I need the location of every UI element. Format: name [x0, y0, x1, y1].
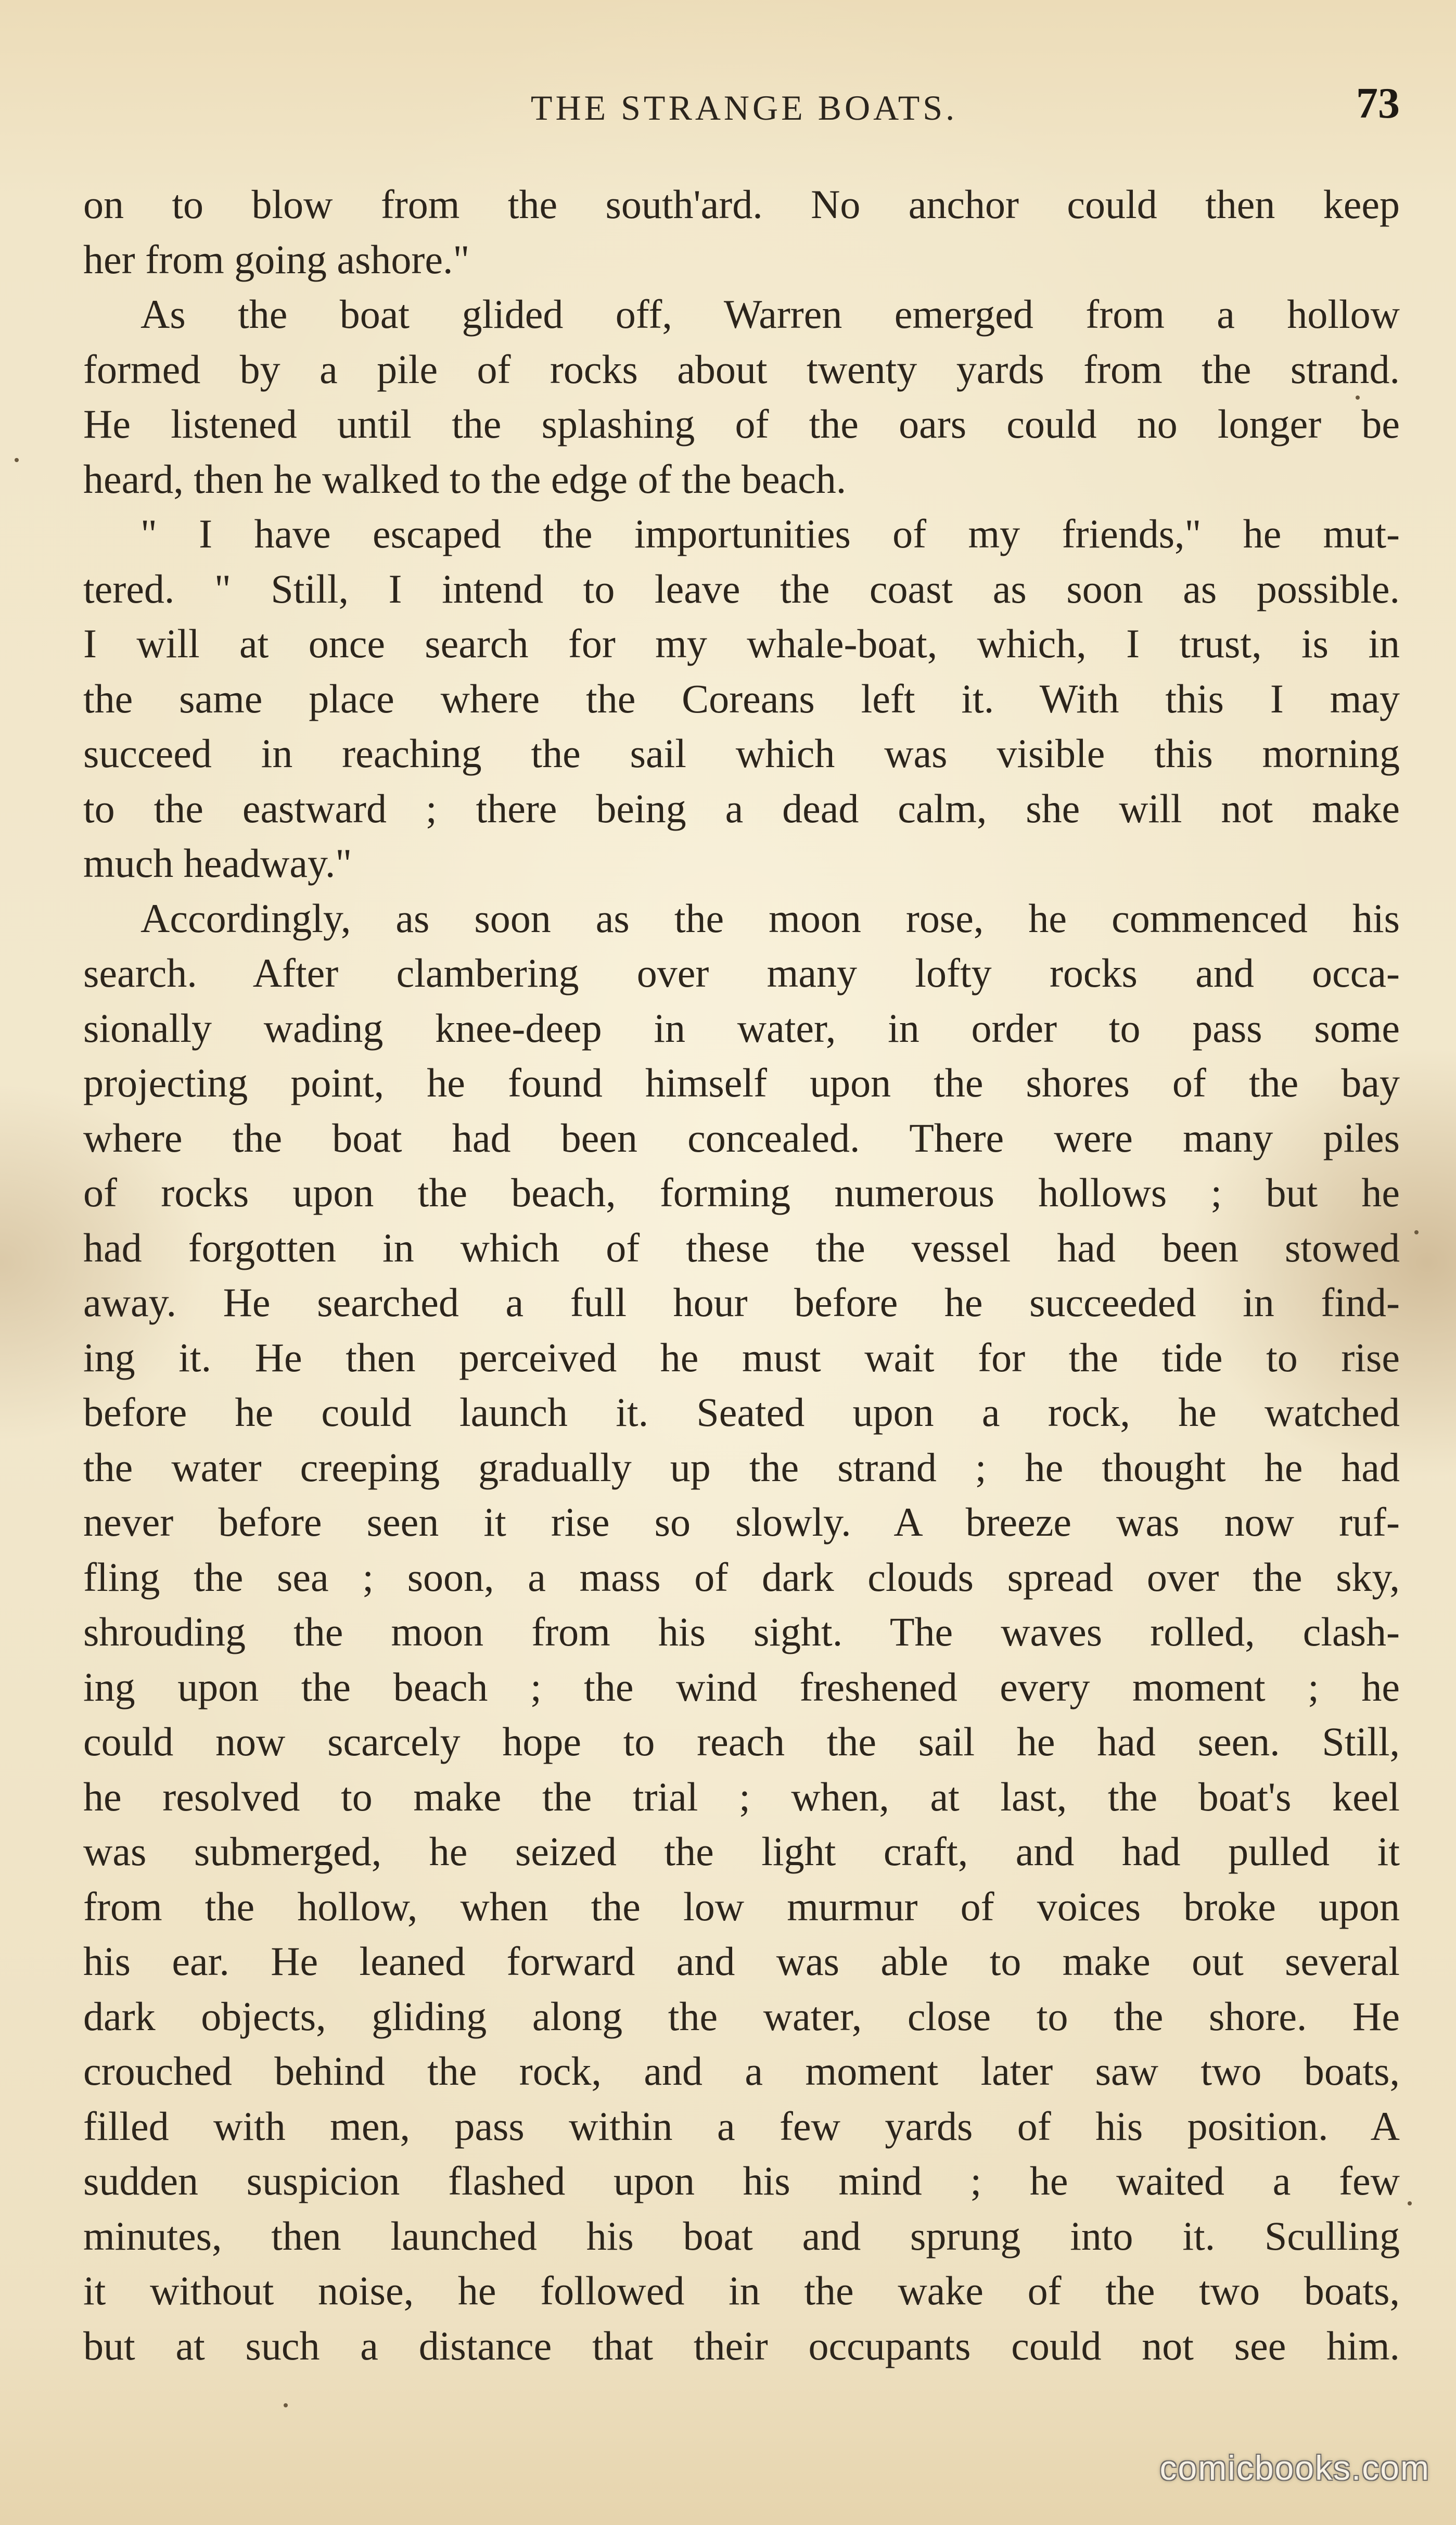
text-line: I will at once search for my whale-boat, which, I trust, is in — [83, 621, 1400, 666]
text-line: succeed in reaching the sail which was visible this morning — [83, 731, 1400, 776]
text-line: dark objects, gliding along the water, close to the shore. He — [83, 1993, 1400, 2039]
text-line: " I have escaped the importunities of my friends," he mut- — [141, 511, 1400, 556]
text-line: shrouding the moon from his sight. The waves rolled, clash- — [83, 1609, 1400, 1654]
text-line: He listened until the splashing of the oars could no longer be — [83, 401, 1400, 447]
text-line: before he could launch it. Seated upon a rock, he watched — [83, 1389, 1400, 1435]
text-line: where the boat had been concealed. There were many piles — [83, 1115, 1400, 1161]
text-line: minutes, then launched his boat and sprung into it. Sculling — [83, 2213, 1400, 2259]
text-line: but at such a distance that their occupants could not see him. — [83, 2323, 1400, 2368]
text-line: away. He searched a full hour before he succeeded in find- — [83, 1280, 1400, 1325]
text-line: it without noise, he followed in the wake of the two boats, — [83, 2268, 1400, 2313]
text-line: was submerged, he seized the light craft, and had pulled it — [83, 1829, 1400, 1874]
text-line: to the eastward ; there being a dead calm, she will not make — [83, 785, 1400, 831]
text-line: fling the sea ; soon, a mass of dark clouds spread over the sky, — [83, 1554, 1400, 1600]
text-line: formed by a pile of rocks about twenty yards from the strand. — [83, 346, 1400, 392]
text-line: projecting point, he found himself upon the shores of the bay — [83, 1060, 1400, 1105]
page-number: 73 — [1356, 79, 1400, 127]
text-line: search. After clambering over many lofty rocks and occa- — [83, 950, 1400, 996]
text-line: ing it. He then perceived he must wait for the tide to rise — [83, 1334, 1400, 1380]
text-line: the same place where the Coreans left it. With this I may — [83, 675, 1400, 721]
text-line: his ear. He leaned forward and was able to make out several — [83, 1939, 1400, 1984]
text-line: heard, then he walked to the edge of the beach. — [83, 456, 847, 502]
text-line: filled with men, pass within a few yards of his position. A — [83, 2103, 1400, 2149]
text-line: from the hollow, when the low murmur of voices broke upon — [83, 1883, 1400, 1929]
text-line: much headway." — [83, 840, 352, 886]
paper-speck — [1414, 1230, 1419, 1234]
page-header — [88, 78, 1400, 141]
paper-speck — [284, 2403, 288, 2407]
text-line: sionally wading knee-deep in water, in order to pass some — [83, 1005, 1400, 1051]
text-line: of rocks upon the beach, forming numerous hollows ; but he — [83, 1170, 1400, 1215]
text-line: her from going ashore." — [83, 236, 470, 282]
text-line: on to blow from the south'ard. No anchor could then keep — [83, 182, 1400, 227]
body-text — [83, 177, 1400, 2373]
text-line: As the boat glided off, Warren emerged from a hollow — [141, 291, 1400, 337]
text-line: tered. " Still, I intend to leave the coast as soon as possible. — [83, 566, 1400, 611]
text-line: Accordingly, as soon as the moon rose, he commenced his — [141, 895, 1400, 941]
text-line: he resolved to make the trial ; when, at last, the boat's keel — [83, 1774, 1400, 1819]
text-line: had forgotten in which of these the vessel had been stowed — [83, 1225, 1400, 1270]
text-line: the water creeping gradually up the strand ; he thought he had — [83, 1444, 1400, 1490]
text-line: never before seen it rise so slowly. A breeze was now ruf- — [83, 1499, 1400, 1545]
running-title: THE STRANGE BOATS. — [530, 88, 958, 127]
text-line: sudden suspicion flashed upon his mind ; he waited a few — [83, 2158, 1400, 2203]
paper-speck — [1356, 396, 1360, 400]
paper-speck — [15, 458, 19, 462]
text-line: ing upon the beach ; the wind freshened every moment ; he — [83, 1664, 1400, 1710]
watermark: comicbooks.com — [1159, 2449, 1430, 2487]
text-line: could now scarcely hope to reach the sail he had seen. Still, — [83, 1719, 1400, 1764]
paper-speck — [1408, 2201, 1412, 2205]
text-line: crouched behind the rock, and a moment later saw two boats, — [83, 2048, 1400, 2094]
